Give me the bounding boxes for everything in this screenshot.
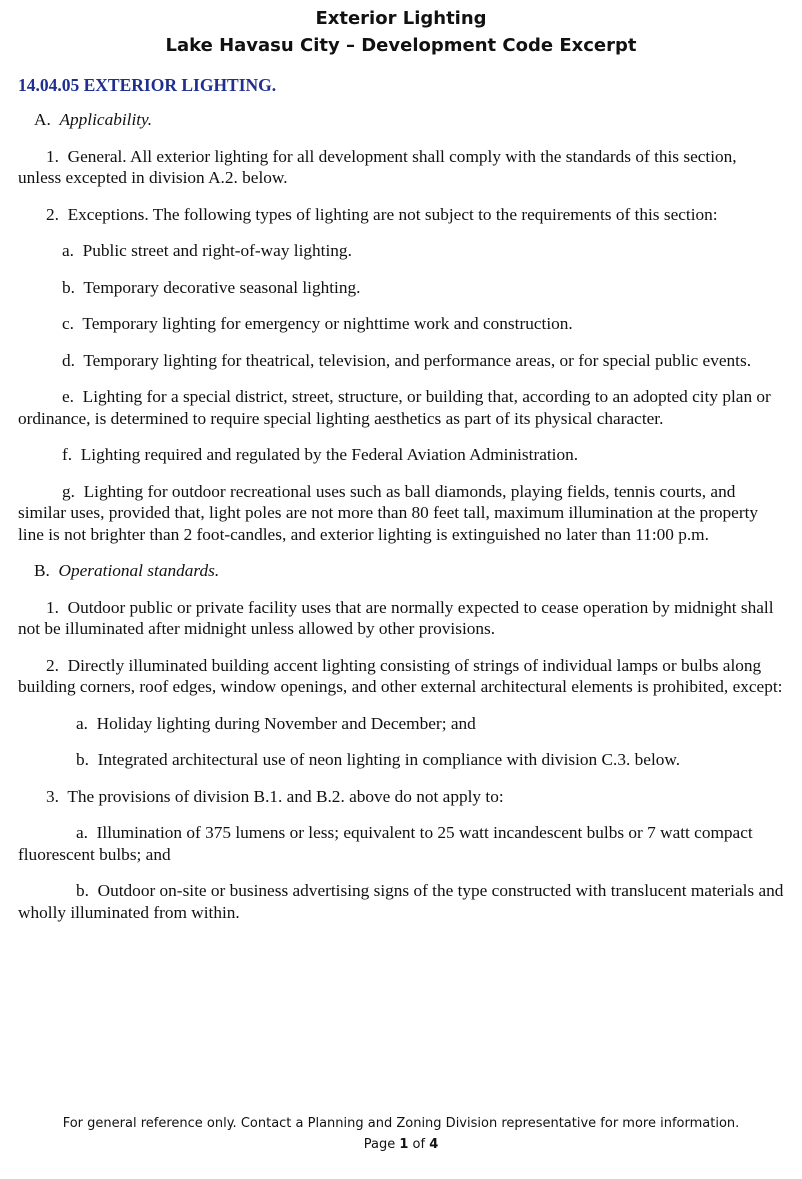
list-item-marker: b. [76,750,89,769]
list-item-a2e [18,386,784,429]
list-item-text: Outdoor on-site or business advertising signs of the type constructed with translucent materials and wholly illuminated from within. [18,881,784,922]
list-item-a2g [18,481,784,546]
list-item-b2b [18,749,784,771]
subsection-b-marker: B. [34,561,50,580]
list-item-text: Public street and right-of-way lighting. [82,241,352,260]
list-item-a2d [18,350,784,372]
list-item-text: Lighting required and regulated by the Federal Aviation Administration. [80,445,579,464]
list-item-text: Lighting for outdoor recreational uses such as ball diamonds, playing fields, tennis courts, and similar uses, provided that, light poles are not more than 80 feet tall, maximum illumination at the property line is not brighter than 2 foot-candles, and exterior lighting is extinguished no later than 11:00 p.m. [18,481,759,544]
paragraph-b1 [18,597,784,640]
document-title: Exterior Lighting [315,8,487,29]
list-item-text: Holiday lighting during November and December; and [96,713,476,733]
list-item-a2c [18,313,784,335]
list-item-a2f [18,444,784,466]
paragraph-b2-marker: 2. [46,655,59,675]
list-item-marker: a. [76,823,88,842]
page-number-prefix: Page [363,1137,396,1152]
paragraph-b1-marker: 1. [46,597,59,617]
list-item-marker: g. [62,481,75,501]
paragraph-b3-marker: 3. [46,786,59,806]
subsection-b-title: Operational standards. [58,561,220,580]
paragraph-a1-text: General. All exterior lighting for all development shall comply with the standards of this section, unless excepted in division A.2. below. [18,146,737,187]
page-number-current: 1 [399,1137,409,1152]
section-heading: 14.04.05 EXTERIOR LIGHTING. [18,75,277,95]
page-number-of: of [412,1137,426,1152]
list-item-marker: b. [76,881,89,900]
list-item-text: Temporary decorative seasonal lighting. [83,277,361,297]
paragraph-b3 [18,786,784,808]
list-item-text: Lighting for a special district, street, structure, or building that, according to an adopted city plan or ordinance, is determined to require special lighting aesthetics as part of its physical character. [18,387,771,428]
paragraph-b1-text: Outdoor public or private facility uses that are normally expected to cease operation by midnight shall not be illuminated after midnight unless allowed by other provisions. [18,597,774,638]
list-item-text: Integrated architectural use of neon lighting in compliance with division C.3. below. [97,750,681,769]
document-body [18,109,784,923]
list-item-b3a [18,822,784,865]
list-item-b3b [18,880,784,923]
paragraph-a2-text: Exceptions. The following types of lighting are not subject to the requirements of this section: [67,204,718,224]
list-item-text: Illumination of 375 lumens or less; equivalent to 25 watt incandescent bulbs or 7 watt compact fluorescent bulbs; and [18,823,753,864]
subsection-a-marker: A. [34,110,51,129]
subsection-b-heading [18,560,784,582]
list-item-b2a [18,713,784,735]
list-item-marker: a. [62,241,74,260]
list-item-marker: b. [62,277,75,297]
list-item-marker: f. [62,445,73,464]
list-item-marker: d. [62,350,75,370]
subsection-a-heading [18,109,784,131]
list-item-marker: a. [76,713,88,733]
list-item-text: Temporary lighting for theatrical, television, and performance areas, or for special public events. [83,350,752,370]
list-item-a2b [18,277,784,299]
list-item-marker: e. [62,387,74,406]
document-header [18,0,784,59]
page-number-total: 4 [429,1137,439,1152]
document-subtitle: Lake Havasu City – Development Code Excerpt [165,35,637,56]
subsection-a-title: Applicability. [59,110,153,129]
page-footer [0,1113,802,1155]
paragraph-b2 [18,655,784,698]
paragraph-a2 [18,204,784,226]
paragraph-a1 [18,146,784,189]
paragraph-a2-marker: 2. [46,204,59,224]
paragraph-b3-text: The provisions of division B.1. and B.2. above do not apply to: [67,786,504,806]
paragraph-b2-text: Directly illuminated building accent lighting consisting of strings of individual lamps or bulbs along building corners, roof edges, window openings, and other external architectural elements is prohibited, except: [18,655,783,696]
list-item-text: Temporary lighting for emergency or nighttime work and construction. [82,314,573,333]
footer-note: For general reference only. Contact a Planning and Zoning Division representative for more information. [62,1116,740,1131]
page-number [0,1134,802,1155]
paragraph-a1-marker: 1. [46,146,59,166]
list-item-marker: c. [62,314,74,333]
list-item-a2a [18,240,784,262]
